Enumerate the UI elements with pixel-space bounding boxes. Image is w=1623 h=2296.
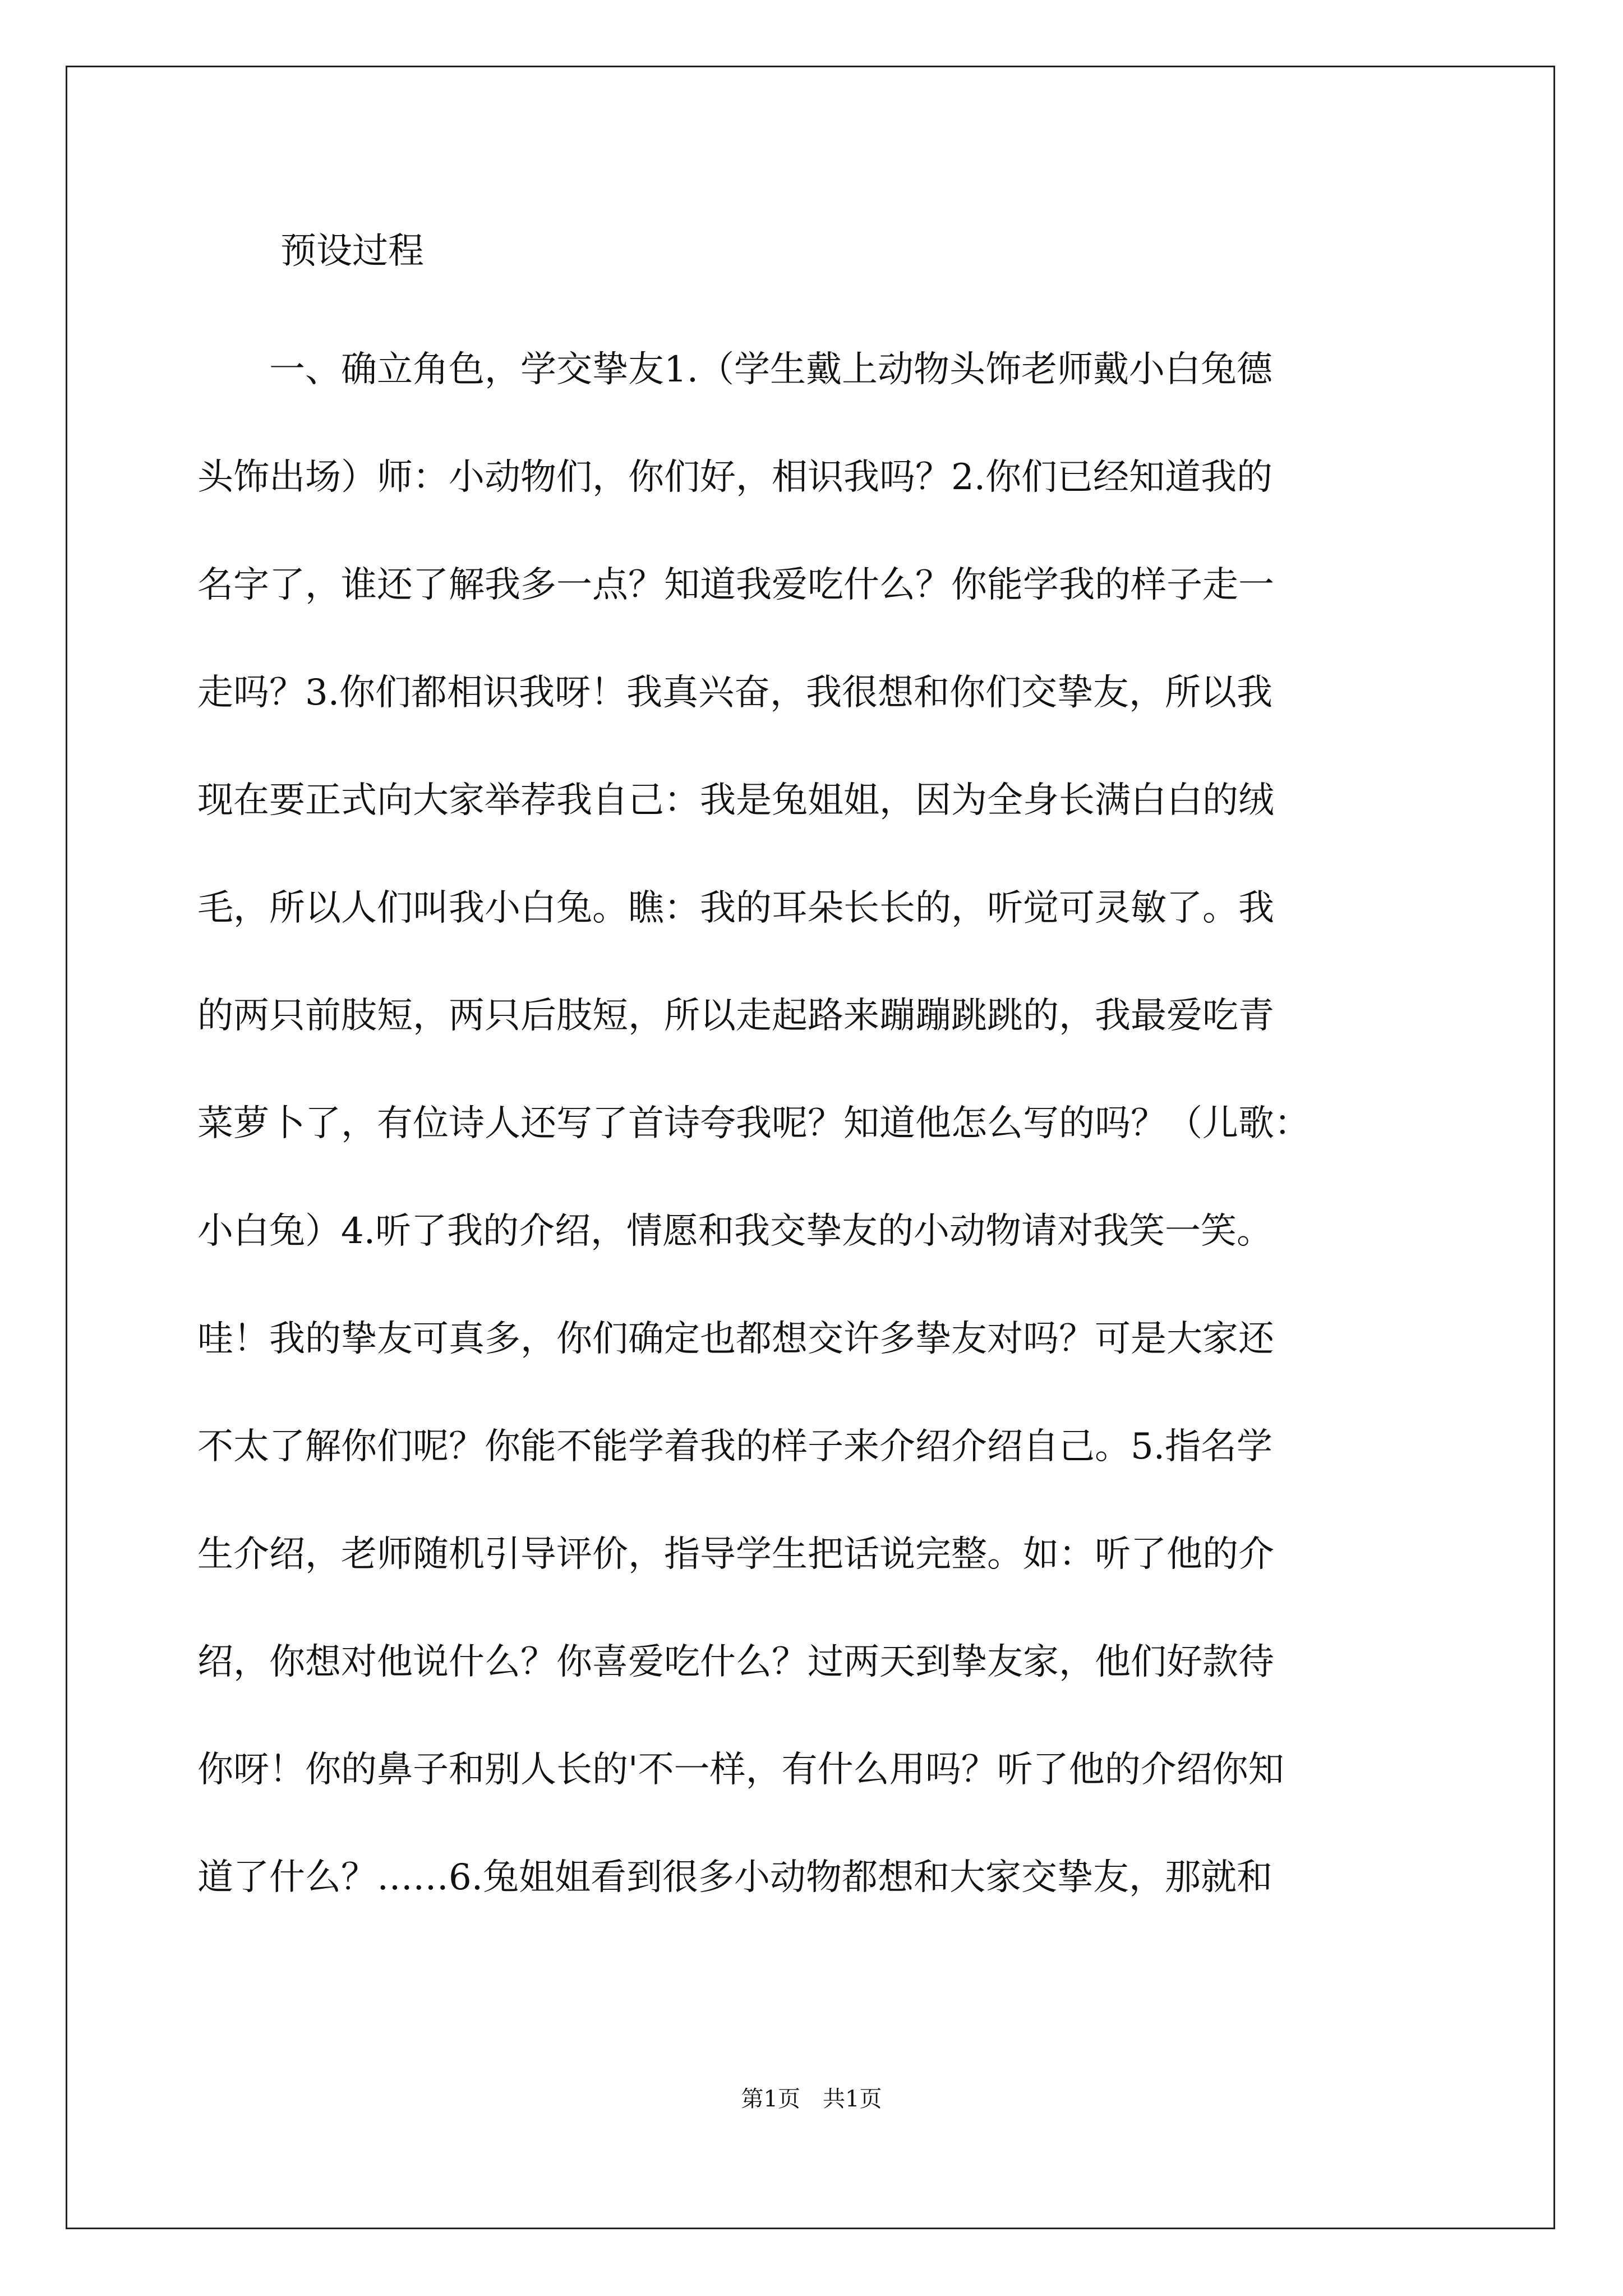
text-line: 小白兔）4.听了我的介绍，情愿和我交挚友的小动物请对我笑一笑。 — [197, 1211, 1273, 1252]
text-line: 绍，你想对他说什么？你喜爱吃什么？过两天到挚友家，他们好款待 — [197, 1641, 1274, 1683]
text-line: 的两只前肢短，两只后肢短，所以走起路来蹦蹦跳跳的，我最爱吃青 — [197, 995, 1274, 1037]
text-line: 走吗？3.你们都相识我呀！我真兴奋，我很想和你们交挚友，所以我 — [197, 672, 1273, 714]
text-line: 不太了解你们呢？你能不能学着我的样子来介绍介绍自己。5.指名学 — [197, 1426, 1273, 1467]
text-line: 你呀！你的鼻子和别人长的'不一样，有什么用吗？听了他的介绍你知 — [197, 1749, 1284, 1791]
text-line: 名字了，谁还了解我多一点？知道我爱吃什么？你能学我的样子走一 — [197, 564, 1274, 606]
text-line: 生介绍，老师随机引导评价，指导学生把话说完整。如：听了他的介 — [197, 1534, 1274, 1575]
text-line: 道了什么？……6.兔姐姐看到很多小动物都想和大家交挚友，那就和 — [197, 1857, 1273, 1898]
body-text — [197, 316, 1465, 1931]
section-heading: 预设过程 — [280, 231, 424, 272]
text-line: 一、确立角色，学交挚友1.（学生戴上动物头饰老师戴小白兔德 — [197, 349, 1273, 390]
page-footer: 第1页 共1页 — [741, 2086, 882, 2112]
text-line: 毛，所以人们叫我小白兔。瞧：我的耳朵长长的，听觉可灵敏了。我 — [197, 887, 1274, 929]
text-line: 头饰出场）师：小动物们，你们好，相识我吗？2.你们已经知道我的 — [197, 457, 1273, 498]
text-line: 菜萝卜了，有位诗人还写了首诗夸我呢？知道他怎么写的吗？（儿歌： — [197, 1103, 1310, 1144]
text-line: 现在要正式向大家举荐我自己：我是兔姐姐，因为全身长满白白的绒 — [197, 780, 1274, 821]
text-line: 哇！我的挚友可真多，你们确定也都想交许多挚友对吗？可是大家还 — [197, 1318, 1274, 1360]
